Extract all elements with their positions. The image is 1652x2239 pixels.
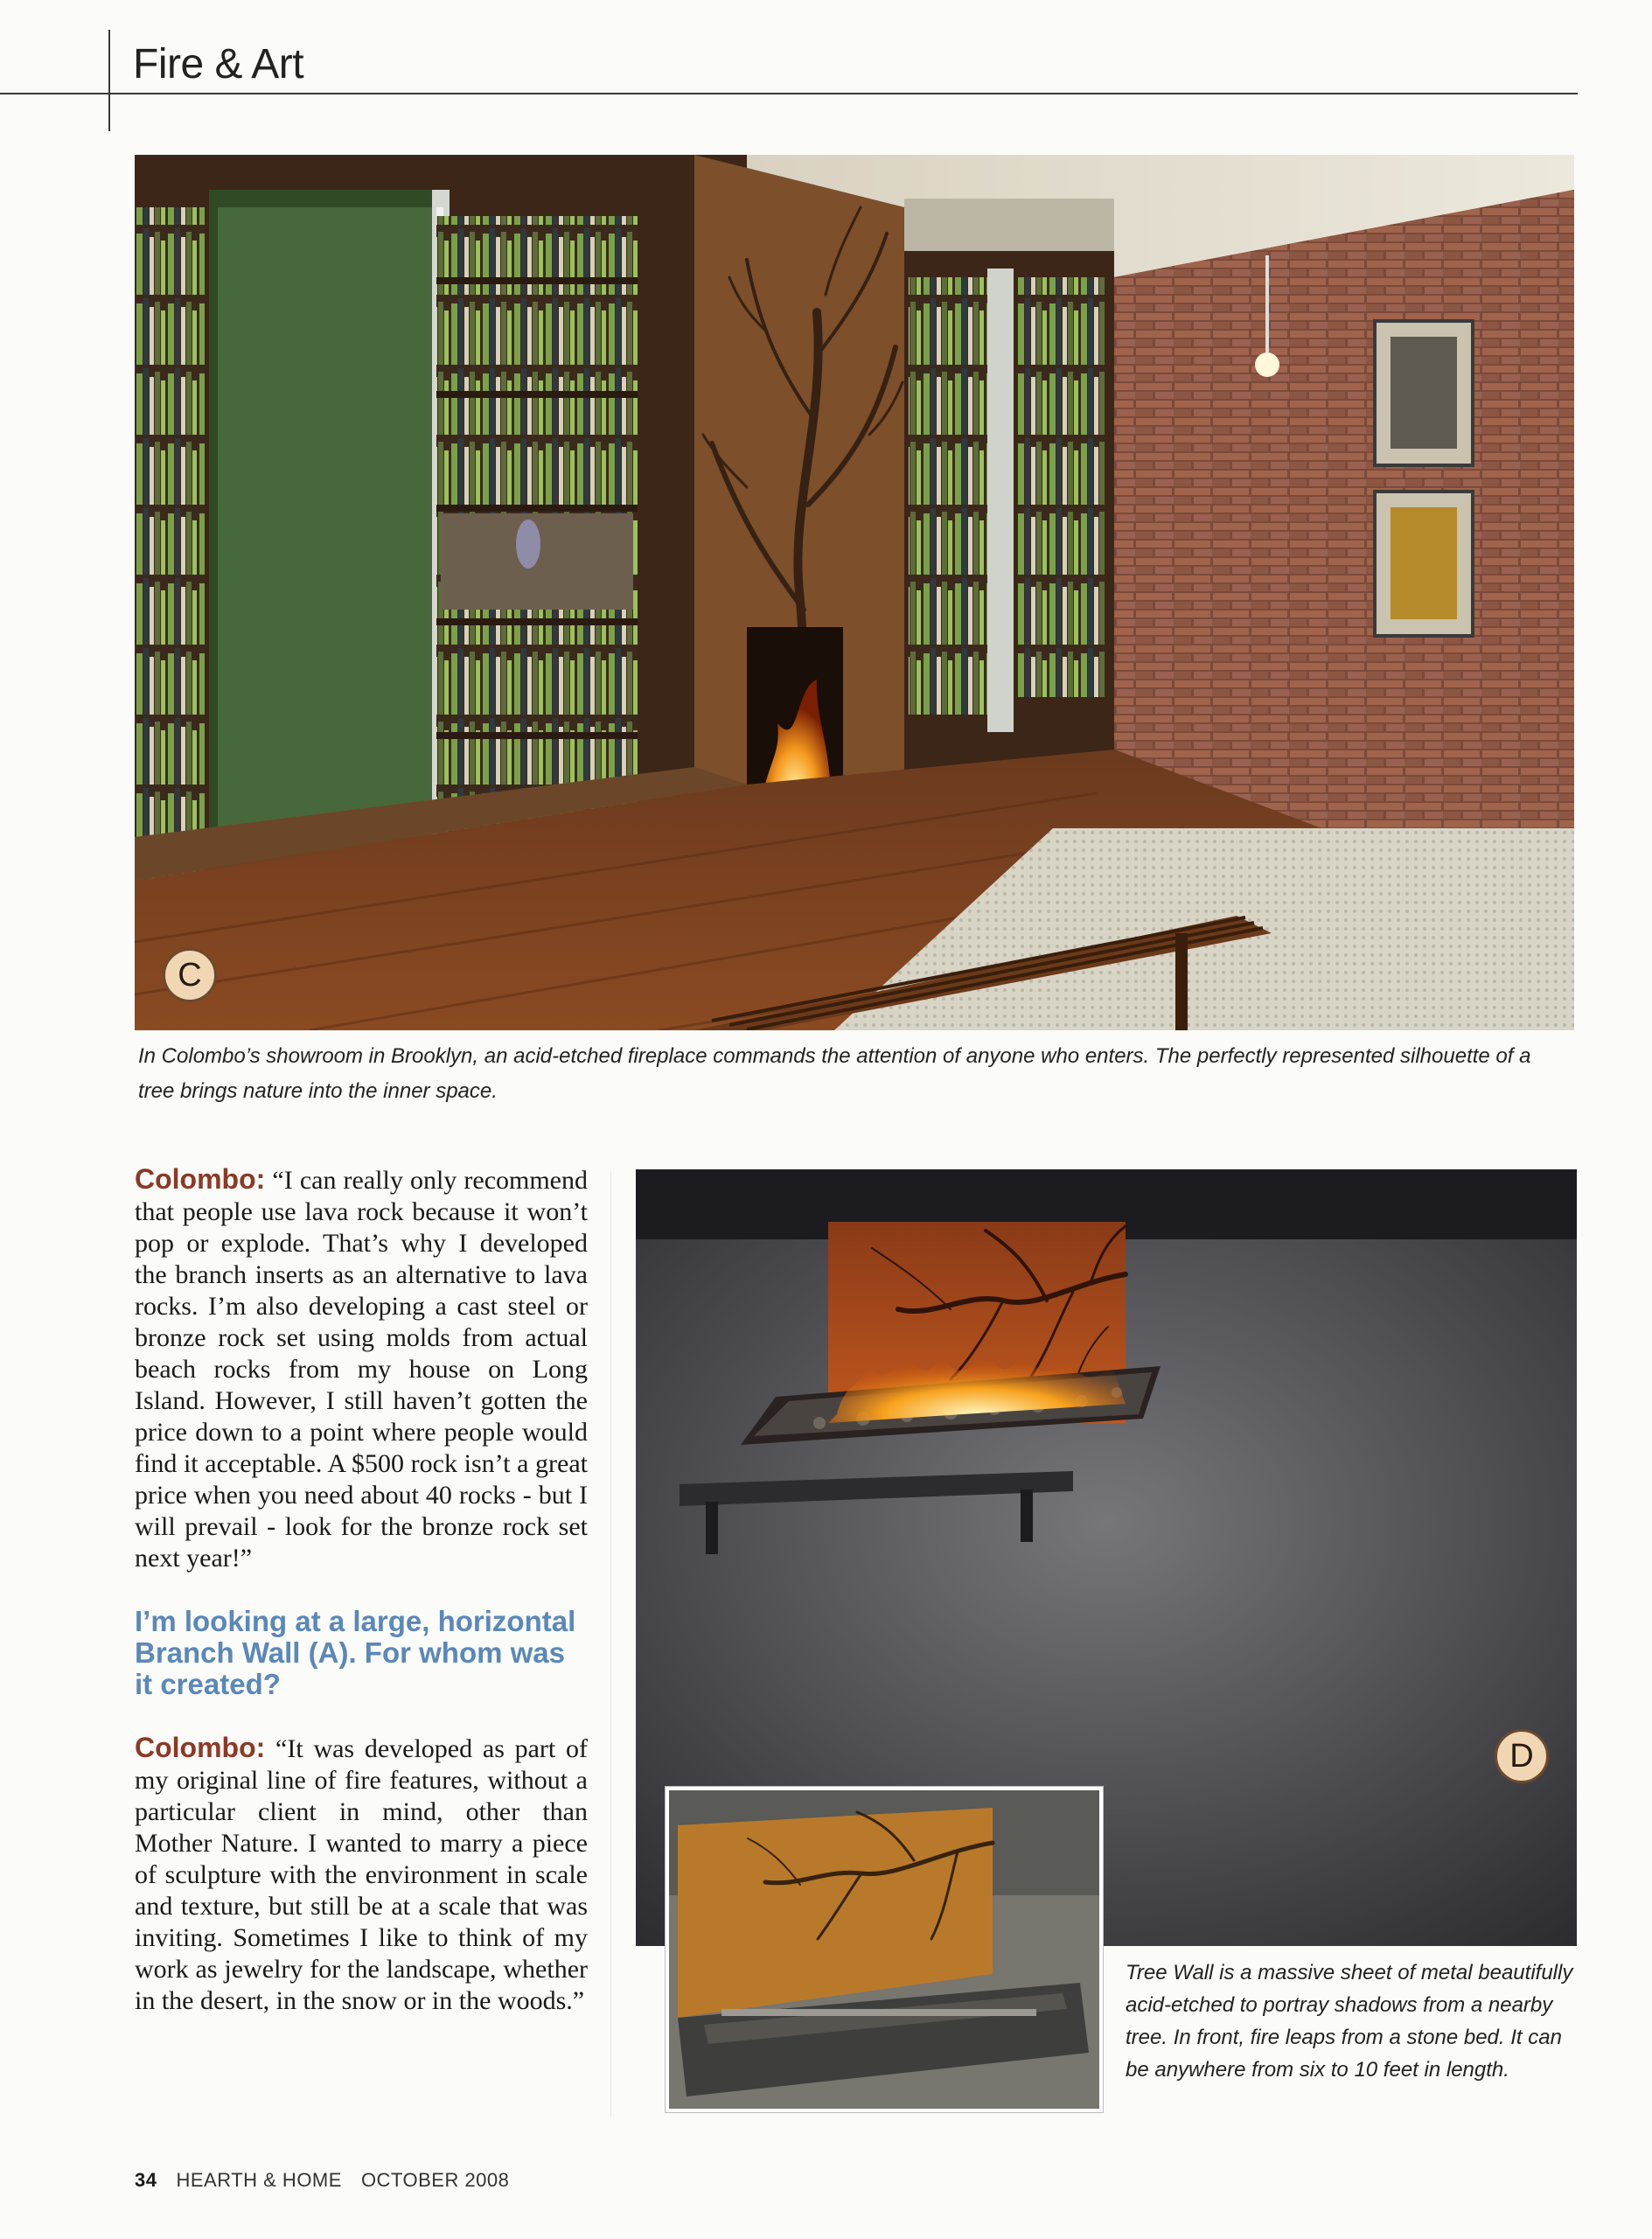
- issue-date: OCTOBER 2008: [360, 2169, 510, 2191]
- section-title: Fire & Art: [133, 41, 304, 87]
- article-paragraph-2: [135, 1732, 588, 2017]
- header-vertical-rule: [108, 30, 110, 131]
- speaker-label: Colombo:: [135, 1732, 266, 1763]
- article-column: [135, 1163, 588, 2048]
- article-paragraph-1: [135, 1163, 588, 1574]
- tree-wall-inset-photo: [666, 1787, 1103, 2112]
- photo-d-caption: Tree Wall is a massive sheet of metal beautifully acid-etched to portray shadows from a nearby tree. In front, fire leaps from a stone bed. It can be anywhere from six to 10 feet in length.: [1126, 1961, 1573, 2082]
- showroom-illustration: [135, 155, 1574, 1030]
- header-rule: [0, 93, 1578, 94]
- showroom-photo: [135, 155, 1574, 1030]
- speaker-label: Colombo:: [135, 1163, 266, 1195]
- page-footer: [135, 2169, 509, 2192]
- paragraph-text: “I can really only recommend that people use lava rock because it won’t pop or explode. That’s why I developed the branch inserts as an alternative to lava rocks. I’m also developing a cast steel or bronze rock set using molds from actual beach rocks from my house on Long Island. However, I still haven’t gotten the price down to a point where people would find it acceptable. A $500 rock isn’t a great price when you need about 40 rocks - but I will prevail - look for the bronze rock set next year!”: [135, 1166, 588, 1573]
- magazine-name: HEARTH & HOME: [176, 2169, 342, 2191]
- tree-wall-inset-illustration: [669, 1790, 1099, 2109]
- page-number: 34: [135, 2169, 157, 2191]
- photo-d-badge: D: [1495, 1729, 1549, 1783]
- interview-question: I’m looking at a large, horizontal Branch Wall (A). For whom was it created?: [135, 1605, 576, 1700]
- paragraph-text: “It was developed as part of my original line of fire features, without a particular client in mind, other than Mother Nature. I wanted to marry a piece of sculpture with the environment in scale and texture, but still be at a scale that was inviting. Sometimes I like to think of my work as jewelry for the landscape, whether in the desert, in the snow or in the woods.”: [135, 1734, 588, 2015]
- column-divider: [610, 1172, 611, 2117]
- photo-c-caption: In Colombo’s showroom in Brooklyn, an acid-etched fireplace commands the attention of anyone who enters. The perfectly represented silhouette of a tree brings nature into the inner space.: [138, 1044, 1531, 1103]
- photo-c-badge: C: [163, 948, 217, 1002]
